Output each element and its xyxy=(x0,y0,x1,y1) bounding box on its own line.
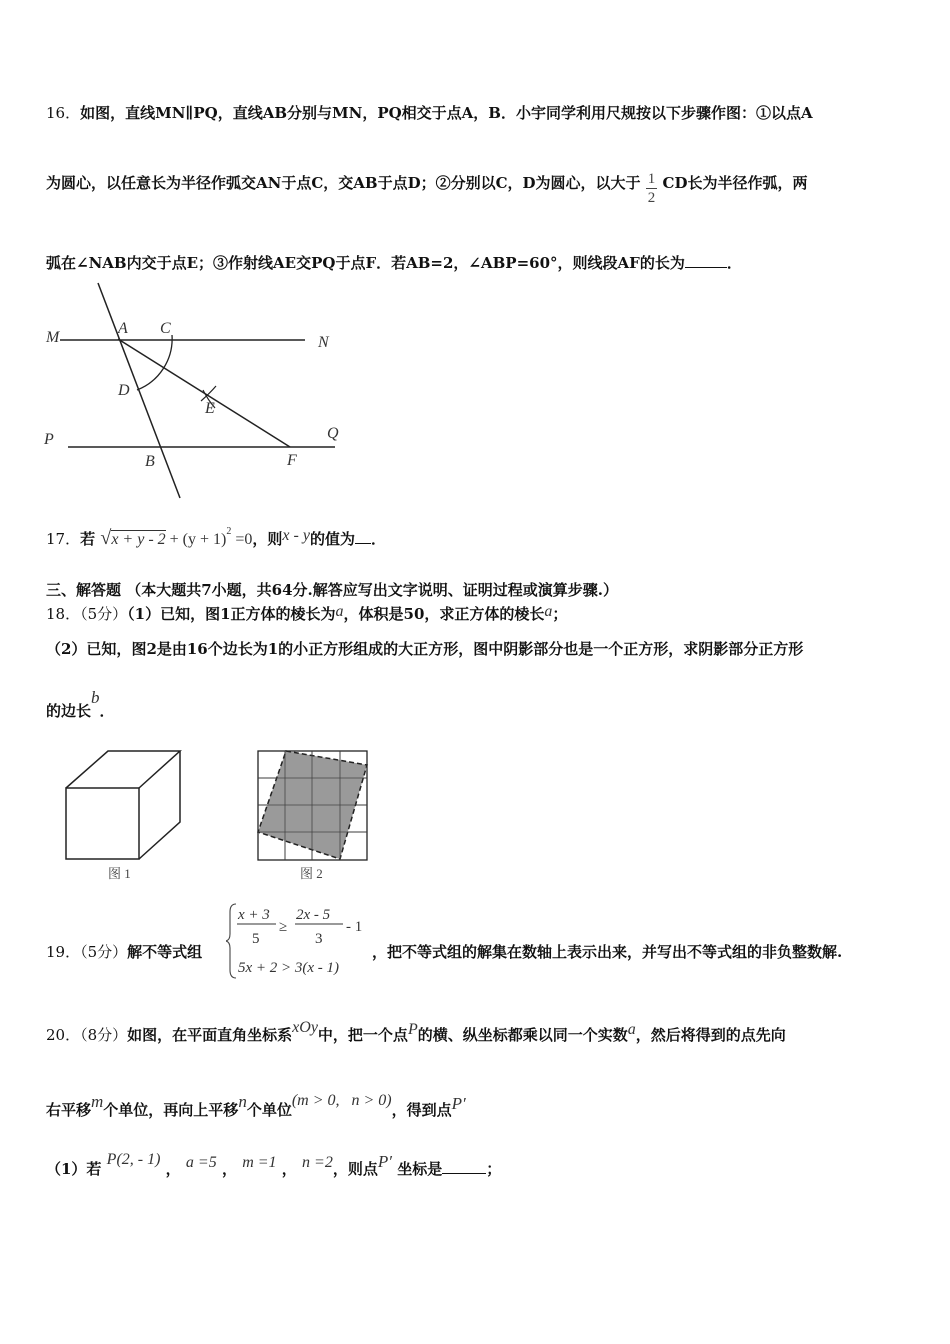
q16-frac-denominator: 2 xyxy=(647,190,656,206)
fig1-caption: 图 1 xyxy=(108,866,131,881)
q19-line xyxy=(46,941,202,962)
q20-sub1-b: ，则点 xyxy=(332,1160,378,1178)
q20-text-b: 中，把一个点 xyxy=(317,1026,408,1044)
q17-text-b: ，则 xyxy=(252,530,283,548)
ineq1-tail: - 1 xyxy=(346,919,363,935)
ineq1-left-den: 5 xyxy=(252,931,260,947)
q16-line2 xyxy=(46,170,807,207)
q20-text-c: 的横、纵坐标都乘以同一个实数 xyxy=(417,1026,628,1044)
q20-sub1-end: ； xyxy=(486,1160,502,1178)
q16-frac-numerator: 1 xyxy=(647,171,656,187)
q18-line2: （2）已知，图2是由16个边长为1的小正方形组成的大正方形，图中阴影部分也是一个正方形，求阴影部分正方形 xyxy=(46,640,804,658)
cube-figure xyxy=(66,751,180,859)
q19-text-b: ，把不等式组的解集在数轴上表示出来，并写出不等式组的非负整数解. xyxy=(372,943,843,961)
q18-var-a-2: a xyxy=(544,603,553,620)
q18-figures xyxy=(60,745,390,885)
label-e: E xyxy=(205,400,215,417)
q19-score: （5分） xyxy=(80,943,128,961)
q17-radicand: x + y - 2 xyxy=(111,531,166,548)
q20-sub1-m-val: m =1 xyxy=(242,1154,277,1171)
q20-sub1-comma2: ， xyxy=(221,1160,237,1178)
q20-line2-a: 右平移 xyxy=(46,1101,92,1119)
q20-sub1-a: （1）若 xyxy=(46,1160,102,1178)
q20-text-a: 如图，在平面直角坐标系 xyxy=(127,1026,293,1044)
q16-text-line2b: CD长为半径作弧，两 xyxy=(662,174,808,192)
q20-line2-d: ，得到点 xyxy=(391,1101,452,1119)
q17-end: ． xyxy=(370,530,386,548)
q16-line3 xyxy=(46,252,742,273)
q17-text-c: 的值为 xyxy=(309,530,355,548)
label-a: A xyxy=(118,320,128,337)
label-c: C xyxy=(160,320,171,337)
q20-sub1-comma1: ， xyxy=(165,1160,181,1178)
q20-sub1-a-val: a =5 xyxy=(185,1154,217,1171)
q17-sqrt-sign: √ xyxy=(100,527,112,549)
q20-text-d: ，然后将得到的点先向 xyxy=(635,1026,786,1044)
q18-number: 18． xyxy=(46,605,81,623)
q18-var-a: a xyxy=(335,603,344,620)
q20-line1 xyxy=(46,1019,786,1045)
q18-part1-a: （1）已知，图1正方体的棱长为 xyxy=(127,605,336,623)
q16-line3-end: ． xyxy=(726,254,742,272)
q20-line2-c: 个单位 xyxy=(246,1101,292,1119)
q17-expr: x - y xyxy=(282,527,310,544)
q20-line2 xyxy=(46,1092,466,1120)
q17-line xyxy=(46,527,386,550)
ineq1-right-num: 2x - 5 xyxy=(296,907,331,923)
grid-figure xyxy=(258,751,367,860)
q18-part2-b: 的边长 xyxy=(46,702,92,720)
q18-line1 xyxy=(46,603,567,624)
q18-part1-b: ，体积是50，求正方体的棱长 xyxy=(343,605,545,623)
q16-text-line1: 如图，直线MN∥PQ，直线AB分别与MN，PQ相交于点A，B．小宇同学利用尺规按以下步骤作图：①以点A xyxy=(80,104,813,122)
q19-text-a: 解不等式组 xyxy=(127,943,203,961)
section3-title: 三、解答题 （本大题共7小题，共64分.解答应写出文字说明、证明过程或演算步骤.） xyxy=(46,581,618,599)
q18-line3 xyxy=(46,688,115,721)
line-ab xyxy=(98,283,180,498)
q16-line1 xyxy=(46,102,813,123)
label-n: N xyxy=(318,334,329,351)
q18-score: （5分） xyxy=(80,605,128,623)
q20-line2-b: 个单位，再向上平移 xyxy=(103,1101,239,1119)
brace-icon xyxy=(226,904,236,978)
q20-pprime: P′ xyxy=(451,1094,466,1113)
cube-side-face xyxy=(139,751,180,859)
q20-n: n xyxy=(238,1092,247,1111)
ineq2: 5x + 2 > 3(x - 1) xyxy=(238,960,340,976)
q17-text-a: 若 xyxy=(80,530,96,548)
q20-sub1-c: 坐标是 xyxy=(397,1160,443,1178)
label-b: B xyxy=(145,453,155,470)
q18-part2-c: ． xyxy=(99,702,115,720)
label-d: D xyxy=(118,382,130,399)
q20-m: m xyxy=(91,1092,104,1111)
q20-a: a xyxy=(627,1021,636,1038)
q16-text-line2a: 为圆心，以任意长为半径作弧交AN于点C，交AB于点D；②分别以C，D为圆心，以大于 xyxy=(46,174,641,192)
q16-text-line3: 弧在∠NAB内交于点E；③作射线AE交PQ于点F．若AB=2，∠ABP=60°，则线段AF的长为 xyxy=(46,254,685,272)
ineq1-right-den: 3 xyxy=(315,931,323,947)
q18-part1-c: ； xyxy=(552,605,568,623)
cube-top-face xyxy=(66,751,180,788)
q16-figure xyxy=(40,278,360,503)
q17-equals: =0 xyxy=(231,531,253,548)
label-m: M xyxy=(46,329,60,346)
label-q: Q xyxy=(327,425,339,442)
q17-number: 17． xyxy=(46,530,81,548)
q20-p: P xyxy=(407,1021,418,1038)
q20-condition: (m > 0, n > 0) xyxy=(291,1092,392,1109)
q19-inequality-system xyxy=(226,900,374,982)
ineq1-left-num: x + 3 xyxy=(238,907,270,923)
q20-sub1-comma3: ， xyxy=(281,1160,297,1178)
q20-number: 20． xyxy=(46,1026,81,1044)
q20-xoy: xOy xyxy=(292,1019,318,1036)
q19-number: 19． xyxy=(46,943,81,961)
label-p: P xyxy=(44,431,54,448)
q20-sub1-p: P(2, - 1) xyxy=(106,1151,161,1168)
label-f: F xyxy=(287,452,297,469)
q20-sub1 xyxy=(46,1151,502,1179)
q20-sub1-n-val: n =2 xyxy=(302,1154,333,1171)
q17-plus-term: + (y + 1) xyxy=(165,531,227,548)
cube-front-face xyxy=(66,788,139,859)
fig2-caption: 图 2 xyxy=(300,866,323,881)
q20-score: （8分） xyxy=(80,1026,128,1044)
q16-number: 16． xyxy=(46,104,81,122)
q20-answer-blank[interactable] xyxy=(442,1161,486,1174)
q16-fraction xyxy=(646,170,658,207)
q17-exponent: 2 xyxy=(226,526,232,537)
ineq1-op: ≥ xyxy=(279,919,288,935)
q18-var-b: b xyxy=(91,688,100,707)
q17-answer-blank[interactable] xyxy=(355,531,371,544)
q20-sub1-pprime: P′ xyxy=(377,1152,392,1171)
q16-answer-blank[interactable] xyxy=(685,255,727,268)
